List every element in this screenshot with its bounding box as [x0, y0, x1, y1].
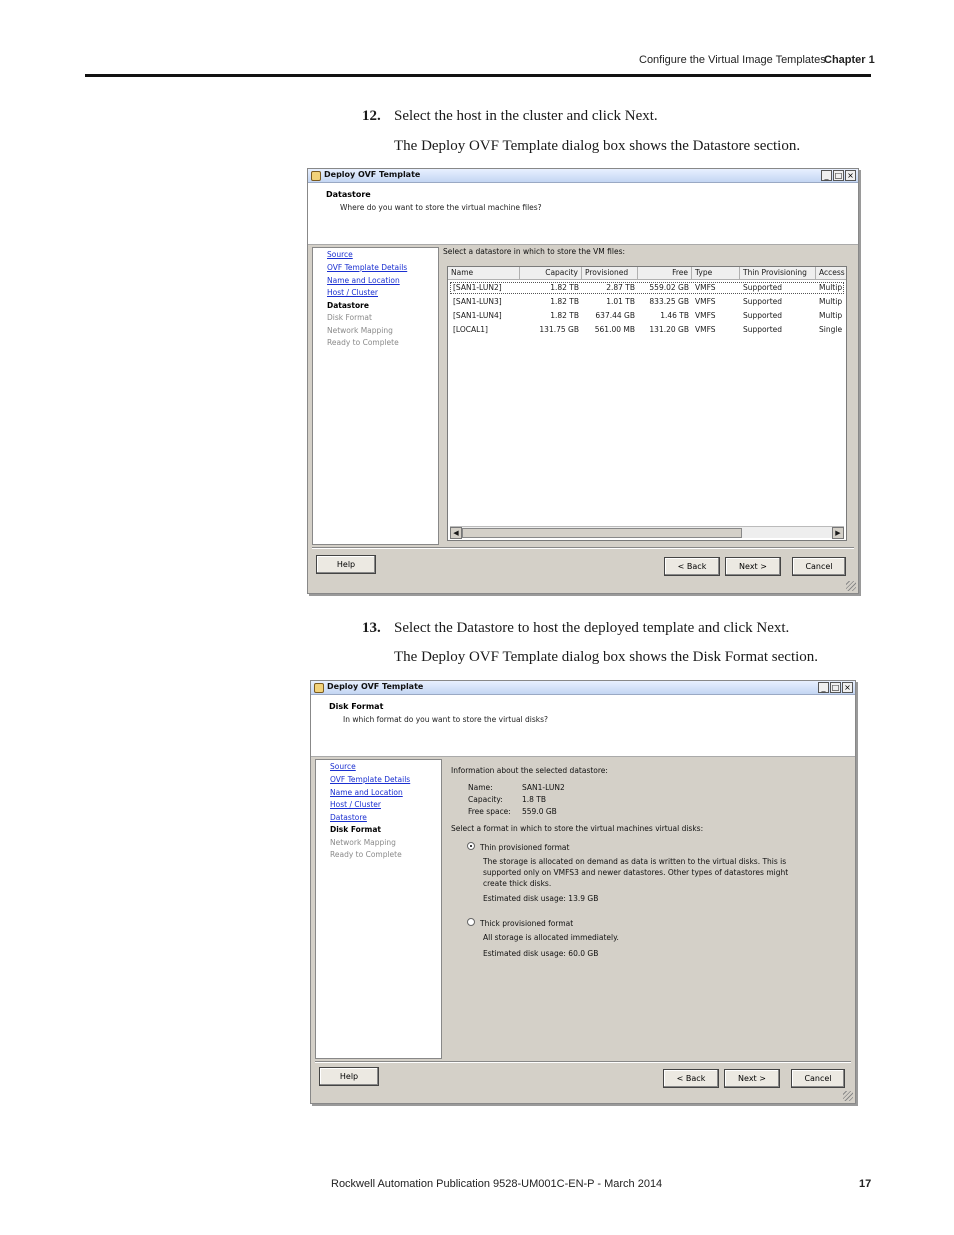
- nav-step-name-and-location[interactable]: Name and Location: [330, 788, 403, 797]
- col-header-name[interactable]: Name: [448, 267, 520, 280]
- thin-description-line-1: The storage is allocated on demand as data is written to the virtual disks. This is: [483, 857, 787, 866]
- step-12-result: The Deploy OVF Template dialog box shows the Datastore section.: [394, 138, 801, 154]
- dialog-title: Deploy OVF Template: [327, 682, 424, 691]
- maximize-button[interactable]: □: [834, 171, 843, 180]
- page-number: 17: [859, 1178, 872, 1190]
- cell-free: 131.20 GB: [649, 325, 689, 334]
- col-header-free[interactable]: Free: [638, 267, 692, 280]
- nav-step-name-and-location[interactable]: Name and Location: [327, 276, 400, 285]
- cell-name: [SAN1-LUN2]: [453, 283, 502, 292]
- thin-description-line-2: supported only on VMFS3 and newer datastores. Other types of datastores might: [483, 868, 789, 877]
- nav-step-host-cluster[interactable]: Host / Cluster: [327, 288, 378, 297]
- cell-type: VMFS: [695, 311, 716, 320]
- cell-access: Single: [819, 325, 843, 334]
- cell-capacity: 131.75 GB: [539, 325, 579, 334]
- cell-name: [SAN1-LUN4]: [453, 311, 502, 320]
- scroll-left-icon[interactable]: ◀: [450, 527, 462, 539]
- minimize-button[interactable]: _: [818, 682, 829, 693]
- cancel-button[interactable]: Cancel: [791, 1069, 845, 1088]
- cell-name: [SAN1-LUN3]: [453, 297, 502, 306]
- help-button[interactable]: Help: [319, 1067, 379, 1086]
- datastore-prompt: Select a datastore in which to store the VM files:: [443, 247, 626, 256]
- thick-provisioned-label[interactable]: Thick provisioned format: [480, 919, 574, 928]
- datastore-table: [447, 266, 847, 541]
- wizard-step-list: [312, 247, 439, 545]
- nav-step-ready-to-complete: Ready to Complete: [327, 338, 399, 347]
- step-12-text: Select the host in the cluster and click Next.: [394, 108, 658, 124]
- info-name-value: SAN1-LUN2: [522, 783, 565, 792]
- close-button[interactable]: ×: [842, 682, 853, 693]
- banner-subtitle: In which format do you want to store the virtual disks?: [343, 715, 549, 724]
- cell-type: VMFS: [695, 297, 716, 306]
- button-separator: [315, 1061, 851, 1063]
- col-header-capacity[interactable]: Capacity: [520, 267, 582, 280]
- cell-access: Multip: [819, 297, 843, 306]
- cell-free: 1.46 TB: [660, 311, 689, 320]
- cell-thin-provisioning: Supported: [743, 297, 783, 306]
- nav-step-ovf-template-details[interactable]: OVF Template Details: [330, 775, 411, 784]
- cancel-button[interactable]: Cancel: [792, 557, 846, 576]
- nav-step-datastore[interactable]: Datastore: [330, 813, 367, 822]
- cell-type: VMFS: [695, 283, 716, 292]
- thick-description: All storage is allocated immediately.: [483, 933, 619, 942]
- cell-capacity: 1.82 TB: [550, 283, 579, 292]
- step-12-number: 12.: [362, 108, 381, 124]
- dialog-title: Deploy OVF Template: [324, 170, 421, 179]
- thin-provisioned-radio[interactable]: [467, 842, 475, 850]
- col-header-thin-provisioning[interactable]: Thin Provisioning: [740, 267, 816, 280]
- cell-name: [LOCAL1]: [453, 325, 488, 334]
- nav-step-source[interactable]: Source: [330, 762, 356, 771]
- info-free-value: 559.0 GB: [522, 807, 557, 816]
- banner-title: Disk Format: [329, 702, 384, 711]
- next-button[interactable]: Next >: [725, 557, 781, 576]
- footer-publication: Rockwell Automation Publication 9528-UM001C-EN-P - March 2014: [331, 1178, 663, 1190]
- cell-provisioned: 1.01 TB: [606, 297, 635, 306]
- resize-grip-icon[interactable]: [843, 1091, 853, 1101]
- thin-provisioned-label[interactable]: Thin provisioned format: [480, 843, 570, 852]
- running-header-section: Configure the Virtual Image Templates: [639, 54, 826, 66]
- cell-provisioned: 637.44 GB: [595, 311, 635, 320]
- cell-access: Multip: [819, 311, 843, 320]
- scroll-right-icon[interactable]: ▶: [832, 527, 844, 539]
- horizontal-scrollbar[interactable]: [450, 526, 844, 538]
- step-banner: [308, 183, 858, 245]
- nav-step-datastore: Datastore: [327, 301, 369, 310]
- nav-step-disk-format: Disk Format: [327, 313, 372, 322]
- banner-title: Datastore: [326, 190, 371, 199]
- deploy-ovf-dialog-datastore: [307, 168, 859, 594]
- cell-free: 559.02 GB: [649, 283, 689, 292]
- col-header-provisioned[interactable]: Provisioned: [582, 267, 638, 280]
- cell-free: 833.25 GB: [649, 297, 689, 306]
- scroll-thumb[interactable]: [462, 528, 742, 538]
- ovf-app-icon: [314, 683, 324, 693]
- nav-step-ready-to-complete: Ready to Complete: [330, 850, 402, 859]
- info-name-label: Name:: [468, 783, 493, 792]
- back-button[interactable]: < Back: [663, 1069, 719, 1088]
- header-rule: [85, 74, 871, 77]
- nav-step-host-cluster[interactable]: Host / Cluster: [330, 800, 381, 809]
- cell-type: VMFS: [695, 325, 716, 334]
- cell-provisioned: 561.00 MB: [594, 325, 635, 334]
- info-capacity-label: Capacity:: [468, 795, 503, 804]
- cell-capacity: 1.82 TB: [550, 297, 579, 306]
- banner-subtitle: Where do you want to store the virtual machine files?: [340, 203, 542, 212]
- help-button[interactable]: Help: [316, 555, 376, 574]
- minimize-button[interactable]: _: [821, 170, 832, 181]
- cell-thin-provisioning: Supported: [743, 311, 783, 320]
- back-button[interactable]: < Back: [664, 557, 720, 576]
- running-header-chapter: Chapter 1: [824, 54, 875, 66]
- button-separator: [312, 547, 854, 549]
- format-prompt: Select a format in which to store the virtual machines virtual disks:: [451, 824, 704, 833]
- nav-step-network-mapping: Network Mapping: [330, 838, 396, 847]
- ovf-app-icon: [311, 171, 321, 181]
- dialog-title-bar: [311, 681, 855, 695]
- thin-description-line-3: create thick disks.: [483, 879, 552, 888]
- cell-capacity: 1.82 TB: [550, 311, 579, 320]
- cell-thin-provisioning: Supported: [743, 325, 783, 334]
- cell-provisioned: 2.87 TB: [606, 283, 635, 292]
- nav-step-disk-format: Disk Format: [330, 825, 381, 834]
- datastore-info-title: Information about the selected datastore:: [451, 766, 608, 775]
- maximize-button[interactable]: □: [831, 683, 840, 692]
- resize-grip-icon[interactable]: [846, 581, 856, 591]
- info-free-label: Free space:: [468, 807, 511, 816]
- step-banner: [311, 695, 855, 757]
- col-header-access[interactable]: Access: [816, 267, 847, 280]
- thick-estimated-usage: Estimated disk usage: 60.0 GB: [483, 949, 599, 958]
- nav-step-network-mapping: Network Mapping: [327, 326, 393, 335]
- step-13-number: 13.: [362, 620, 381, 636]
- nav-step-ovf-template-details[interactable]: OVF Template Details: [327, 263, 408, 272]
- deploy-ovf-dialog-disk-format: [310, 680, 856, 1104]
- wizard-step-list: [315, 759, 442, 1059]
- cell-thin-provisioning: Supported: [743, 283, 783, 292]
- close-button[interactable]: ×: [845, 170, 856, 181]
- dialog-title-bar: [308, 169, 858, 183]
- info-capacity-value: 1.8 TB: [522, 795, 547, 804]
- step-13-text: Select the Datastore to host the deployed template and click Next.: [394, 620, 790, 636]
- nav-step-source[interactable]: Source: [327, 250, 353, 259]
- step-13-result: The Deploy OVF Template dialog box shows the Disk Format section.: [394, 649, 819, 665]
- thick-provisioned-radio[interactable]: [467, 918, 475, 926]
- cell-access: Multip: [819, 283, 843, 292]
- next-button[interactable]: Next >: [724, 1069, 780, 1088]
- col-header-type[interactable]: Type: [692, 267, 740, 280]
- thin-estimated-usage: Estimated disk usage: 13.9 GB: [483, 894, 599, 903]
